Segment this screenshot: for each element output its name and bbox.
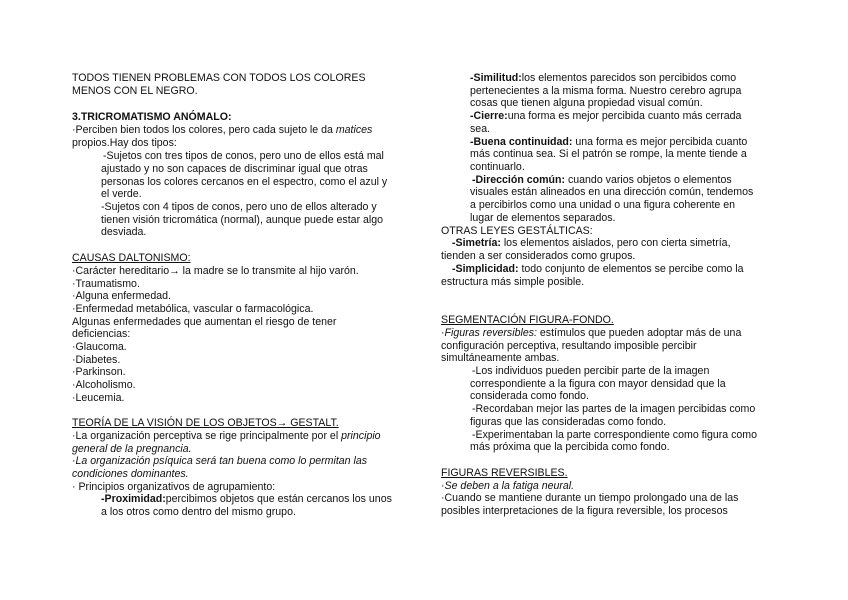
section-heading-tricromatismo: 3.TRICROMATISMO ANÓMALO: [72, 111, 232, 123]
intro-line: MENOS CON EL NEGRO. [72, 85, 198, 97]
list-item: -Simetría: los elementos aislados, pero con cierta simetría, [452, 237, 731, 249]
list-item: sea. [470, 123, 491, 135]
list-item: -Simplicidad: todo conjunto de elementos se percibe como la [452, 263, 744, 275]
list-item: ·Traumatismo. [72, 278, 140, 290]
list-item: tienen visión tricromática (normal), aunque puede estar algo [101, 214, 384, 226]
list-item: cosas que tienen alguna propiedad visual común. [470, 97, 703, 109]
list-item: lugar de elementos separados. [470, 212, 616, 224]
list-item: -Los individuos pueden percibir parte de la imagen [472, 365, 710, 377]
paragraph-line: configuración perceptiva, resultando imposible percibir [441, 340, 697, 352]
list-item: -Sujetos con 4 tipos de conos, pero uno de ellos alterado y [101, 201, 377, 213]
paragraph-line: · Principios organizativos de agrupamiento: [72, 481, 276, 493]
section-heading-causas: CAUSAS DALTONISMO: [72, 252, 191, 264]
list-item: más próxima que la percibida como fondo. [470, 441, 670, 453]
list-item: -Experimentaban la parte correspondiente como figura como [472, 429, 758, 441]
list-item: visuales están alineados en una dirección común, tendemos [470, 186, 754, 198]
list-item: ·Alguna enfermedad. [72, 290, 171, 302]
list-item: -Buena continuidad: una forma es mejor percibida cuanto [470, 136, 748, 148]
list-item: -Cierre:una forma es mejor percibida cuanto más cerrada [470, 110, 742, 122]
section-heading-segmentacion: SEGMENTACIÓN FIGURA-FONDO. [441, 314, 614, 326]
list-item: desviada. [101, 226, 147, 238]
paragraph-line: general de la pregnancia. [72, 443, 192, 455]
list-item: correspondiente a la figura con mayor densidad que la [470, 378, 726, 390]
list-item: tienden a ser considerados como grupos. [441, 250, 636, 262]
paragraph-line: ·Perciben bien todos los colores, pero cada sujeto le da matices [72, 124, 373, 136]
paragraph-line: condiciones dominantes. [72, 468, 189, 480]
list-item: figuras que las consideradas como fondo. [470, 416, 667, 428]
paragraph-line: propios.Hay dos tipos: [72, 137, 177, 149]
list-item: más continua sea. Si el patrón se rompe, la mente tiende a [470, 148, 747, 160]
paragraph-line: Algunas enfermedades que aumentan el riesgo de tener [72, 316, 337, 328]
list-item: pertenecientes a la misma forma. Nuestro cerebro agrupa [470, 85, 742, 97]
paragraph-line: posibles interpretaciones de la figura reversible, los procesos [441, 505, 728, 517]
intro-line: TODOS TIENEN PROBLEMAS CON TODOS LOS COLORES [72, 72, 366, 84]
list-item: -Sujetos con tres tipos de conos, pero uno de ellos está mal [103, 150, 384, 162]
list-item: ·Carácter hereditario→ la madre se lo transmite al hijo varón. [72, 265, 359, 277]
list-item: a los otros como dentro del mismo grupo. [101, 506, 296, 518]
paragraph-line: ·Figuras reversibles: estímulos que pueden adoptar más de una [441, 327, 742, 339]
list-item: -Recordaban mejor las partes de la imagen percibidas como [472, 403, 756, 415]
list-item: ·Parkinson. [72, 366, 126, 378]
list-item: -Proximidad:percibimos objetos que están cercanos los unos [101, 493, 392, 505]
section-heading-otras-leyes: OTRAS LEYES GESTÁLTICAS: [441, 225, 593, 237]
list-item: considerada como fondo. [470, 390, 589, 402]
list-item: personas los colores cercanos en el espectro, como el azul y [101, 176, 388, 188]
list-item: el verde. [101, 188, 142, 200]
paragraph-line: simultáneamente ambas. [441, 352, 560, 364]
paragraph-line: ·Se deben a la fatiga neural. [441, 480, 575, 492]
list-item: estructura más simple posible. [441, 276, 585, 288]
list-item: continuarlo. [470, 161, 525, 173]
list-item: -Dirección común: cuando varios objetos o elementos [472, 174, 732, 186]
list-item: ·Leucemia. [72, 392, 125, 404]
paragraph-line: ·Cuando se mantiene durante un tiempo prolongado una de las [441, 492, 739, 504]
list-item: ·Alcoholismo. [72, 379, 136, 391]
paragraph-line: ·La organización psíquica será tan buena como lo permitan las [72, 455, 368, 467]
list-item: ·Diabetes. [72, 354, 121, 366]
list-item: -Similitud:los elementos parecidos son percibidos como [470, 72, 737, 84]
section-heading-teoria: TEORÍA DE LA VISIÓN DE LOS OBJETOS→ GESTALT. [72, 417, 339, 429]
list-item: ·Enfermedad metabólica, vascular o farmacológica. [72, 303, 314, 315]
section-heading-figuras: FIGURAS REVERSIBLES. [441, 467, 568, 479]
paragraph-line: deficiencias: [72, 328, 131, 340]
list-item: ·Glaucoma. [72, 341, 127, 353]
list-item: ajustado y no son capaces de discriminar igual que otras [101, 163, 368, 175]
list-item: a percibirlos como una unidad o una figura coherente en [470, 199, 736, 211]
paragraph-line: ·La organización perceptiva se rige principalmente por el principio [72, 430, 381, 442]
